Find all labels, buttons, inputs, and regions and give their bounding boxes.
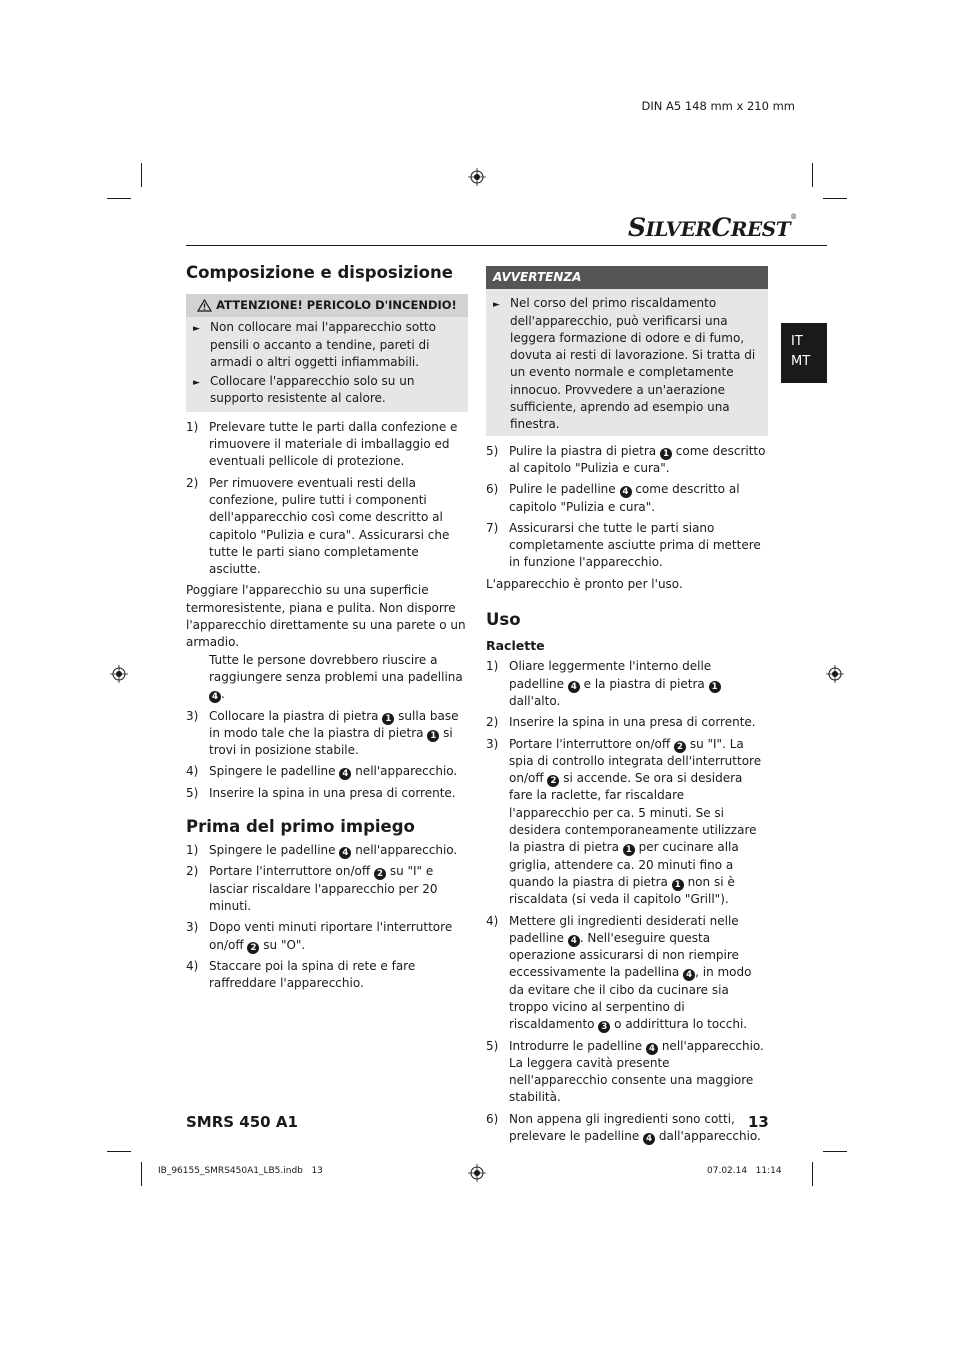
registration-mark-icon <box>468 1164 486 1182</box>
ref-marker: 4 <box>620 486 632 498</box>
ref-marker: 1 <box>709 681 721 693</box>
fire-warning-box <box>186 294 468 412</box>
page-number: 13 <box>748 1113 769 1131</box>
crop-mark <box>812 163 813 187</box>
crop-mark <box>141 163 142 187</box>
ref-marker: 2 <box>674 741 686 753</box>
list-item: 4) Staccare poi la spina di rete e fare raffreddare l'apparecchio. <box>186 958 416 991</box>
print-slug-file: IB_96155_SMRS450A1_LB5.indb 13 <box>158 1166 323 1176</box>
ref-marker: 4 <box>339 768 351 780</box>
crop-mark <box>141 1162 142 1186</box>
brand-logo: SILVERCREST® <box>628 213 797 242</box>
list-item: 3) Portare l'interruttore on/off 2 su "I". La spia di controllo integrata dell'interruttore on/off 2 si accende. Se ora si desidera fare la raclette, far riscaldare l'apparecchio per ca. 5 minuti. Se si desidera contemporaneamente utilizzare la piastra di pietra 1 per cucinare alla griglia, attendere ca. 20 minuti fino a quando la piastra di pietra 1 non si è riscaldata (si veda il capitolo "Grill"). <box>486 736 762 907</box>
ref-marker: 1 <box>623 844 635 856</box>
ref-marker: 4 <box>209 691 221 703</box>
list-item: 2) Per rimuovere eventuali resti della confezione, pulire tutti i componenti dell'apparecchio così come descritto al capitolo "Pulizia e cura". Assicurarsi che tutte le parti siano completamente asciutte. <box>186 475 450 577</box>
ref-marker: 1 <box>382 713 394 725</box>
bullet-arrow-icon: ► <box>493 300 500 311</box>
list-item: 2) Inserire la spina in una presa di corrente. <box>486 715 756 730</box>
warning-bullet: ► Collocare l'apparecchio solo su un supporto resistente al calore. <box>186 371 468 408</box>
bullet-arrow-icon: ► <box>193 378 200 389</box>
registration-mark-icon <box>110 665 128 683</box>
print-slug-date: 07.02.14 11:14 <box>707 1166 782 1176</box>
list-item: 3) Collocare la piastra di pietra 1 sulla base in modo tale che la piastra di pietra 1 si trovi in posizione stabile. <box>186 708 459 758</box>
crop-mark <box>107 1151 131 1152</box>
notice-box <box>486 266 768 436</box>
list-item: 6) Pulire le padelline 4 come descritto al capitolo "Pulizia e cura". <box>486 482 740 514</box>
ref-marker: 4 <box>683 969 695 981</box>
list-item: 4) Mettere gli ingredienti desiderati nelle padelline 4 . Nell'eseguire questa operazione assicurarsi di non riempire eccessivamente la padellina 4 , in modo da evitare che il cibo da cucinare sia troppo vicino al serpentino di riscaldamento 3 o addirittura lo tocchi. <box>486 913 752 1033</box>
ref-marker: 1 <box>672 879 684 891</box>
section-title: Uso <box>486 610 521 630</box>
section-title: Composizione e disposizione <box>186 263 453 282</box>
ref-marker: 2 <box>374 868 386 880</box>
list-item: 1) Oliare leggermente l'interno delle padelline 4 e la piastra di pietra 1 dall'alto. <box>486 658 768 710</box>
left-column <box>186 262 468 996</box>
crop-mark <box>107 198 131 199</box>
list-item: 1) Spingere le padelline 4 nell'apparecchio. <box>186 843 458 859</box>
notice-header: AVVERTENZA <box>486 266 768 289</box>
list-item: 5) Inserire la spina in una presa di corrente. <box>186 785 456 800</box>
paragraph: L'apparecchio è pronto per l'uso. <box>486 576 683 591</box>
crop-mark <box>823 198 847 199</box>
notice-bullet: ► Nel corso del primo riscaldamento dell'apparecchio, può verificarsi una leggera formazione di odore e di fumo, dovuta ai resti di lavorazione. Si tratta di un evento normale e completamente innocuo. Provvedere a un'aerazione sufficiente, aprendo ad esempio una finestra. <box>486 289 768 433</box>
warning-triangle-icon <box>197 299 212 312</box>
ref-marker: 4 <box>643 1133 655 1145</box>
language-tab: IT MT <box>781 323 827 383</box>
ref-marker: 3 <box>598 1021 610 1033</box>
list-item: 3) Dopo venti minuti riportare l'interruttore on/off 2 su "O". <box>186 920 453 953</box>
list-item: 5) Pulire la piastra di pietra 1 come descritto al capitolo "Pulizia e cura". <box>486 443 766 475</box>
list-item: 1) Prelevare tutte le parti dalla confezione e rimuovere il materiale di imballaggio ed eventuali pellicole di protezione. <box>186 419 458 469</box>
section-title: Prima del primo impiego <box>186 817 415 837</box>
crop-mark <box>823 1151 847 1152</box>
header-rule <box>186 245 827 246</box>
ref-marker: 2 <box>247 942 259 954</box>
right-column <box>486 266 768 1149</box>
ref-marker: 4 <box>339 847 351 859</box>
ref-marker: 4 <box>568 681 580 693</box>
list-item: 4) Spingere le padelline 4 nell'apparecchio. <box>186 764 458 780</box>
crop-mark <box>812 1162 813 1186</box>
list-item: 5) Introdurre le padelline 4 nell'apparecchio. La leggera cavità presente nell'apparecchio consente una maggiore stabilità. <box>486 1038 764 1105</box>
ref-marker: 2 <box>547 775 559 787</box>
registration-mark-icon <box>468 168 486 186</box>
ref-marker: 1 <box>660 448 672 460</box>
registration-mark-icon <box>826 665 844 683</box>
footer-model: SMRS 450 A1 <box>186 1113 298 1131</box>
page-format-label: DIN A5 148 mm x 210 mm <box>641 99 795 113</box>
warning-header: ATTENZIONE! PERICOLO D'INCENDIO! <box>186 294 468 317</box>
warning-bullet: ► Non collocare mai l'apparecchio sotto pensili o accanto a tendine, pareti di armadi o altri oggetti infiammabili. <box>186 317 468 371</box>
ref-marker: 4 <box>568 935 580 947</box>
list-item: 6) Non appena gli ingredienti sono cotti, prelevare le padelline 4 dall'apparecchio. <box>486 1111 761 1145</box>
bullet-arrow-icon: ► <box>193 324 200 335</box>
ref-marker: 4 <box>646 1043 658 1055</box>
subsection-title: Raclette <box>486 638 545 654</box>
list-item: 7) Assicurarsi che tutte le parti siano completamente asciutte prima di mettere in funzione l'apparecchio. <box>486 520 761 570</box>
list-item: 2) Portare l'interruttore on/off 2 su "I" e lasciar riscaldare l'apparecchio per 20 minuti. <box>186 864 438 913</box>
paragraph: Poggiare l'apparecchio su una superficie termoresistente, piana e pulita. Non disporre l'apparecchio direttamente su una parete o un armadio. Tutte le persone dovrebbero riuscire a raggiungere senza problemi una padellina 4 . <box>186 583 466 703</box>
ref-marker: 1 <box>427 730 439 742</box>
